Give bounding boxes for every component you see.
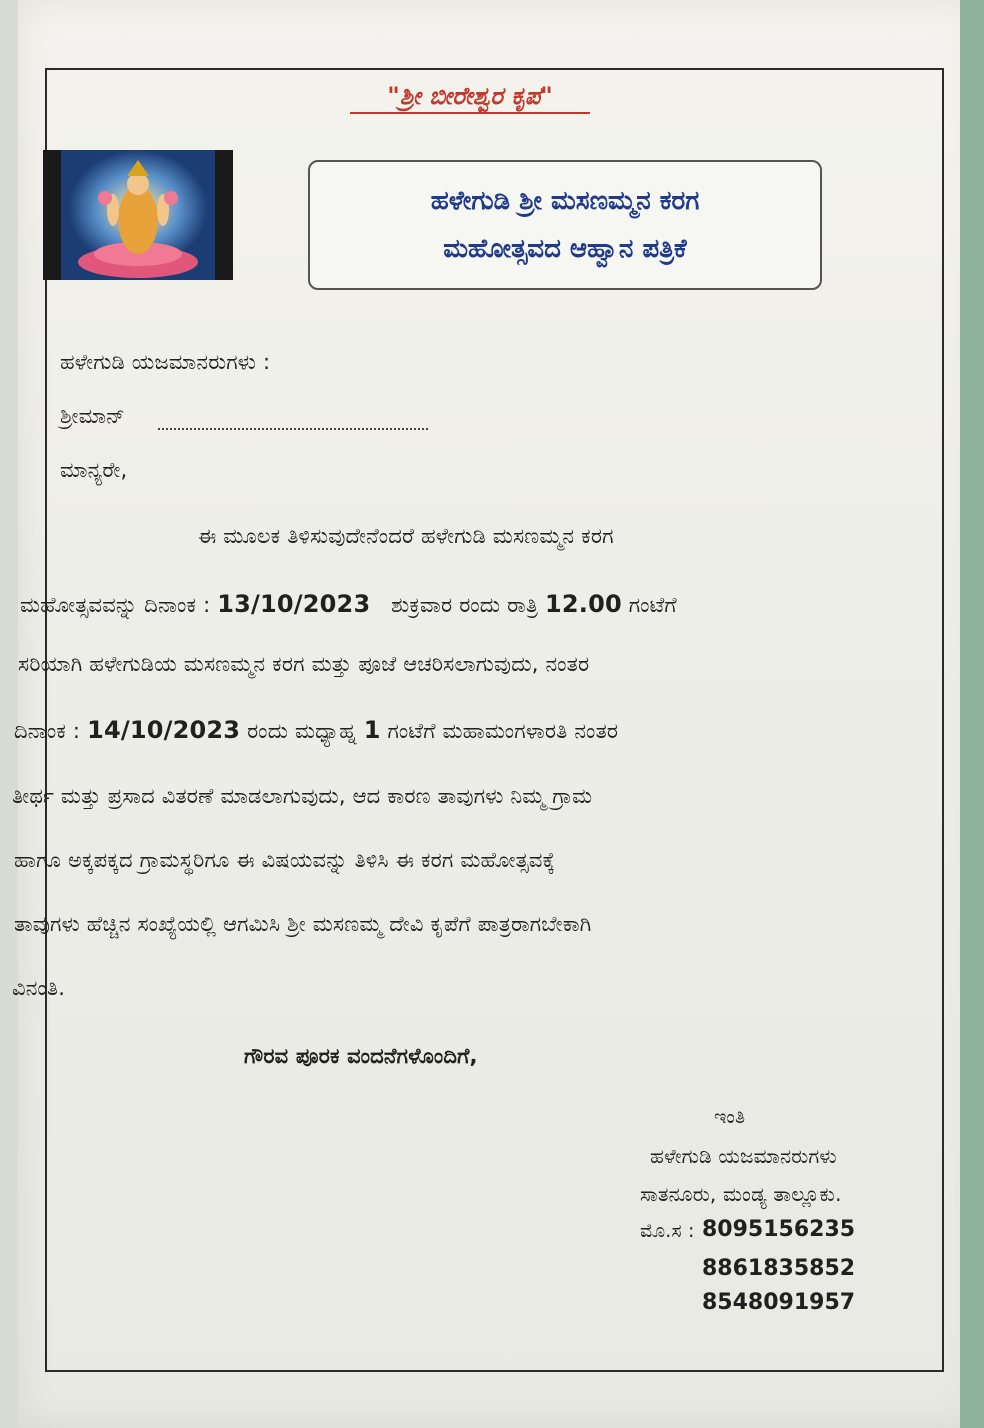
background-edge xyxy=(960,0,984,1428)
closing-line: ಗೌರವ ಪೂರಕ ವಂದನೆಗಳೊಂದಿಗೆ, xyxy=(244,1044,478,1068)
respected-line: ಮಾನ್ಯರೇ, xyxy=(60,458,128,482)
body-line-4 xyxy=(14,716,618,744)
addressee-line: ಹಳೇಗುಡಿ ಯಜಮಾನರುಗಳು : xyxy=(60,350,271,374)
name-blank xyxy=(158,428,428,430)
body-line-7: ತಾವುಗಳು ಹೆಚ್ಚಿನ ಸಂಖ್ಯೆಯಲ್ಲಿ ಆಗಮಿಸಿ ಶ್ರೀ ಮಸಣಮ್ಮ ದೇವಿ ಕೃಪೆಗೆ ಪಾತ್ರರಾಗಬೇಕಾಗಿ xyxy=(14,912,592,936)
event-time-2: 1 xyxy=(363,716,381,744)
deity-image xyxy=(43,150,233,280)
body-line-4-c: ಗಂಟೆಗೆ ಮಹಾಮಂಗಳಾರತಿ ನಂತರ xyxy=(387,719,619,743)
body-line-3: ಸರಿಯಾಗಿ ಹಳೇಗುಡಿಯ ಮಸಣಮ್ಮನ ಕರಗ ಮತ್ತು ಪೂಜೆ ಆಚರಿಸಲಾಗುವುದು, ನಂತರ xyxy=(18,652,590,676)
title-line-1: ಹಳೇಗುಡಿ ಶ್ರೀ ಮಸಣಮ್ಮನ ಕರಗ xyxy=(430,186,700,216)
signature-inti: ಇಂತಿ xyxy=(714,1106,746,1128)
body-line-2-a: ಮಹೋತ್ಸವವನ್ನು ದಿನಾಂಕ : xyxy=(20,593,211,617)
phone-number-1: 8095156235 xyxy=(702,1217,856,1242)
body-line-5: ತೀರ್ಥ ಮತ್ತು ಪ್ರಸಾದ ವಿತರಣೆ ಮಾಡಲಾಗುವುದು, ಆದ ಕಾರಣ ತಾವುಗಳು ನಿಮ್ಮ ಗ್ರಾಮ xyxy=(12,784,593,808)
body-line-6: ಹಾಗೂ ಅಕ್ಕಪಕ್ಕದ ಗ್ರಾಮಸ್ಥರಿಗೂ ಈ ವಿಷಯವನ್ನು ತಿಳಿಸಿ ಈ ಕರಗ ಮಹೋತ್ಸವಕ್ಕೆ xyxy=(14,848,556,872)
body-line-8: ವಿನಂತಿ. xyxy=(12,976,66,1000)
body-line-2-c: ಗಂಟೆಗೆ xyxy=(628,593,677,617)
top-banner: "ಶ್ರೀ ಬೀರೇಶ್ವರ ಕೃಪ" xyxy=(350,82,590,114)
mobile-label: ಮೊ.ಸ : xyxy=(640,1220,695,1242)
title-line-2: ಮಹೋತ್ಸವದ ಆಹ್ವಾನ ಪತ್ರಿಕೆ xyxy=(443,234,687,264)
goddess-lakshmi-icon xyxy=(43,150,233,280)
body-line-4-b: ರಂದು ಮಧ್ಯಾಹ್ನ xyxy=(247,719,357,743)
event-date-2: 14/10/2023 xyxy=(87,716,241,744)
signature-place: ಸಾತನೂರು, ಮಂಡ್ಯ ತಾಲ್ಲೂಕು. xyxy=(640,1182,842,1206)
event-date-1: 13/10/2023 xyxy=(217,590,371,618)
phone-number-2: 8861835852 xyxy=(702,1256,856,1281)
body-line-2-b: ಶುಕ್ರವಾರ ರಂದು ರಾತ್ರಿ xyxy=(391,593,539,617)
signature-from: ಹಳೇಗುಡಿ ಯಜಮಾನರುಗಳು xyxy=(650,1144,837,1168)
event-time-1: 12.00 xyxy=(544,590,622,618)
body-line-2 xyxy=(20,590,677,618)
body-line-4-a: ದಿನಾಂಕ : xyxy=(14,719,81,743)
shriman-label: ಶ್ರೀಮಾನ್ xyxy=(60,404,125,428)
body-line-1: ಈ ಮೂಲಕ ತಿಳಿಸುವುದೇನೆಂದರೆ ಹಳೇಗುಡಿ ಮಸಣಮ್ಮನ ಕರಗ xyxy=(198,524,614,548)
invitation-title-box xyxy=(308,160,822,290)
phone-number-3: 8548091957 xyxy=(702,1290,856,1315)
